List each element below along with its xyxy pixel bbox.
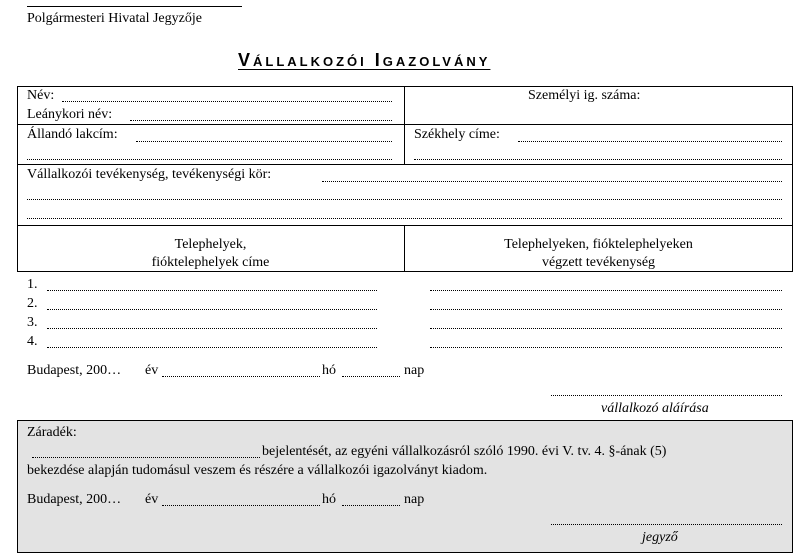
seat-address-field-1[interactable] (518, 141, 782, 142)
table-divider-2 (17, 164, 793, 165)
name-field[interactable] (62, 101, 392, 102)
address-field-2[interactable] (27, 159, 392, 160)
sites-address-header (17, 236, 404, 272)
sites-activity-header-line2: végzett tevékenység (541, 255, 656, 270)
clause-date-ho-label: hó (322, 492, 336, 507)
table-vdivider-2 (404, 124, 405, 164)
clause-text-line1: bejelentését, az egyéni vállalkozásról szóló 1990. évi V. tv. 4. §-ának (5) (262, 444, 667, 459)
table-vdivider-1 (404, 86, 405, 124)
clause-date-place-year: Budapest, 200… (27, 492, 122, 507)
site-address-field[interactable] (47, 328, 377, 329)
office-name: Polgármesteri Hivatal Jegyzője (27, 11, 202, 26)
sites-activity-header-line1: Telephelyeken, fióktelephelyeken (504, 237, 693, 252)
sites-address-header-line1: Telephelyek, (174, 237, 247, 252)
address-field-1[interactable] (136, 141, 392, 142)
site-activity-field[interactable] (430, 328, 782, 329)
entrepreneur-signature-label: vállalkozó aláírása (601, 401, 709, 416)
activity-field-3[interactable] (27, 218, 782, 219)
clause-name-field[interactable] (32, 457, 260, 458)
site-address-field[interactable] (47, 347, 377, 348)
site-activity-field[interactable] (430, 309, 782, 310)
date-month-field[interactable] (162, 376, 320, 377)
id-number-label: Személyi ig. száma: (528, 88, 641, 103)
site-row-number: 2. (27, 296, 38, 311)
site-row-number: 1. (27, 277, 38, 292)
table-divider-1 (17, 124, 793, 125)
activity-label: Vállalkozói tevékenység, tevékenységi kör: (27, 167, 272, 182)
site-activity-field[interactable] (430, 347, 782, 348)
site-activity-field[interactable] (430, 290, 782, 291)
date-ev-label: év (145, 363, 159, 378)
sites-address-header-line2: fióktelephelyek címe (151, 255, 270, 270)
date-place-year: Budapest, 200… (27, 363, 122, 378)
maiden-name-label: Leánykori név: (27, 107, 113, 122)
clause-date-day-field[interactable] (342, 505, 400, 506)
site-row-number: 3. (27, 315, 38, 330)
maiden-name-field[interactable] (130, 120, 392, 121)
seat-address-label: Székhely címe: (414, 127, 500, 142)
name-label: Név: (27, 88, 55, 103)
clause-date-nap-label: nap (404, 492, 425, 507)
date-day-field[interactable] (342, 376, 400, 377)
clause-date-ev-label: év (145, 492, 159, 507)
site-row-number: 4. (27, 334, 38, 349)
clause-text-line2: bekezdése alapján tudomásul veszem és részére a vállalkozói igazolványt kiadom. (27, 463, 488, 478)
site-address-field[interactable] (47, 309, 377, 310)
site-address-field[interactable] (47, 290, 377, 291)
activity-field-2[interactable] (27, 199, 782, 200)
activity-field-1[interactable] (322, 181, 782, 182)
date-ho-label: hó (322, 363, 336, 378)
header-top-line (27, 6, 242, 7)
table-divider-3 (17, 225, 793, 226)
notary-signature-label: jegyző (642, 530, 678, 545)
form-title: Vállalkozói Igazolvány (238, 50, 491, 70)
clause-date-month-field[interactable] (162, 505, 320, 506)
notary-signature-field[interactable] (551, 524, 782, 525)
address-label: Állandó lakcím: (27, 127, 118, 142)
entrepreneur-signature-field[interactable] (551, 395, 782, 396)
clause-label: Záradék: (27, 425, 77, 440)
seat-address-field-2[interactable] (414, 159, 782, 160)
date-nap-label: nap (404, 363, 425, 378)
sites-activity-header (404, 236, 793, 272)
